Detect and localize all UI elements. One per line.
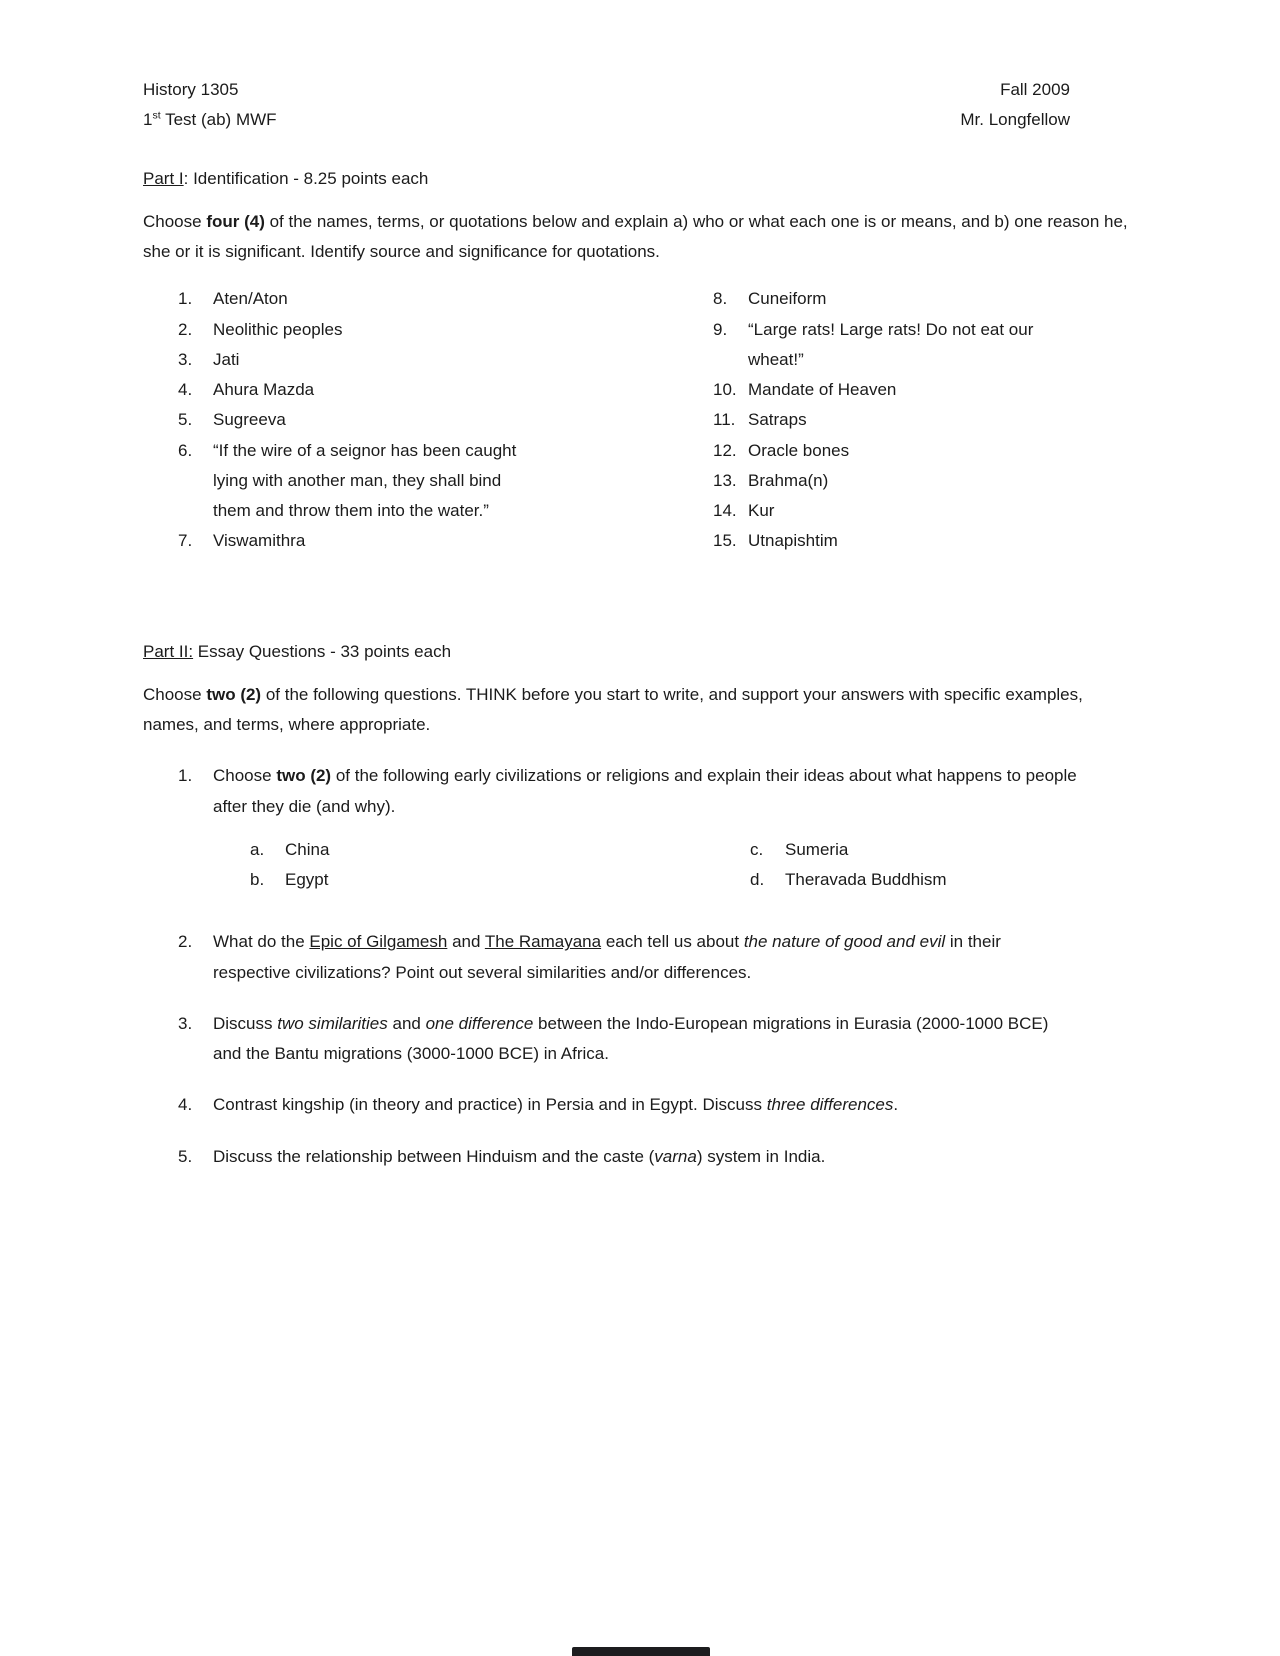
- list-item-number: 11.: [713, 410, 736, 430]
- taskbar-fragment[interactable]: [572, 1647, 710, 1656]
- list-item-number: 8.: [713, 289, 728, 309]
- option-item: [250, 865, 750, 895]
- option-text: Theravada Buddhism: [785, 870, 947, 889]
- question-number: 5.: [178, 1146, 193, 1166]
- list-item: [143, 436, 678, 527]
- question-text: [213, 761, 1078, 906]
- list-item: [678, 466, 1135, 496]
- list-item-text: Sugreeva: [213, 410, 286, 430]
- question-text: [213, 927, 1078, 988]
- list-item-text: “Large rats! Large rats! Do not eat our wheat!”: [748, 319, 1034, 369]
- q2-underline-1: Epic of Gilgamesh: [309, 932, 448, 952]
- q1-text-1: Choose: [213, 766, 277, 786]
- list-item: [678, 436, 1135, 466]
- course-title: History 1305: [143, 80, 239, 99]
- option-text: Egypt: [285, 870, 329, 889]
- header-right: [960, 75, 1135, 136]
- list-item: [143, 315, 678, 345]
- list-item-number: 9.: [713, 319, 728, 339]
- list-item-text: Neolithic peoples: [213, 319, 343, 339]
- term-label: Fall 2009: [1000, 80, 1070, 99]
- test-title-rest: Test (ab) MWF: [160, 110, 277, 130]
- option-letter: c.: [750, 839, 764, 859]
- list-item-number: 15.: [713, 531, 737, 551]
- list-item-number: 5.: [178, 410, 193, 430]
- option-item: [750, 835, 947, 865]
- list-item: [143, 284, 678, 314]
- list-item-number: 14.: [713, 501, 737, 520]
- q1-text-2: of the following early civilizations or religions and explain their ideas about what happens to people after they die (and why).: [213, 766, 1077, 816]
- identification-list-left: [143, 284, 678, 556]
- list-item-text: Mandate of Heaven: [748, 380, 897, 399]
- part2-intro-text-2: of the following questions. THINK before you start to write, and support your answers with specific examples, names, and terms, where appropriate.: [143, 684, 1083, 734]
- essay-question-3: [143, 1009, 1135, 1070]
- list-item-text: Kur: [748, 501, 775, 520]
- list-item-text: Oracle bones: [748, 440, 850, 460]
- list-item: [678, 315, 1135, 376]
- part1-heading-rest: : Identification - 8.25 points each: [183, 168, 429, 188]
- list-item-text: Utnapishtim: [748, 531, 838, 551]
- question-text: [213, 1142, 825, 1172]
- page-header: [143, 75, 1135, 136]
- q3-text-3: between the Indo-European migrations in Eurasia (2000-1000 BCE) and the Bantu migrations (3000-1000 BCE) in Africa.: [213, 1013, 1049, 1063]
- list-item-number: 1.: [178, 289, 193, 309]
- question-text: [213, 1009, 1078, 1070]
- part1-intro-text-2: of the names, terms, or quotations below and explain a) who or what each one is or means, and b) one reason he, she or it is significant. Identify source and significance for quotations.: [143, 211, 1128, 261]
- q5-text-1: Discuss the relationship between Hinduism and the caste (: [213, 1146, 655, 1166]
- list-item: [678, 405, 1135, 435]
- list-item-number: 13.: [713, 470, 737, 490]
- list-item-number: 10.: [713, 380, 737, 399]
- question-number: 1.: [178, 766, 193, 786]
- part2-intro-bold: two (2): [206, 684, 262, 704]
- list-item-number: 12.: [713, 440, 737, 460]
- q1-options-left: [250, 835, 750, 896]
- essay-question-4: [143, 1090, 1135, 1120]
- q2-underline-2: The Ramayana: [484, 932, 602, 952]
- list-item-text: Aten/Aton: [213, 289, 288, 309]
- part2-heading-rest: Essay Questions - 33 points each: [193, 641, 452, 661]
- part2-heading-label: Part II:: [143, 641, 194, 661]
- list-item-text: Cuneiform: [748, 289, 827, 309]
- q1-bold: two (2): [276, 766, 332, 786]
- question-text: [213, 1090, 898, 1120]
- part2-section: [143, 637, 1135, 1172]
- option-text: Sumeria: [785, 839, 849, 859]
- question-number: 3.: [178, 1013, 193, 1033]
- test-title: [143, 105, 277, 135]
- list-item-number: 2.: [178, 319, 193, 339]
- list-item-number: 6.: [178, 440, 193, 460]
- identification-list: [143, 284, 1135, 556]
- list-item: [678, 496, 1135, 526]
- part1-intro-text-1: Choose: [143, 211, 207, 231]
- q2-italic: the nature of good and evil: [743, 932, 946, 952]
- list-item-number: 3.: [178, 349, 193, 369]
- q2-text-4: in their respective civilizations? Point out several similarities and/or differences.: [213, 932, 1001, 982]
- option-item: [250, 835, 750, 865]
- option-letter: b.: [250, 870, 265, 889]
- test-title-ordinal: st: [152, 109, 161, 122]
- list-item-text: Jati: [213, 349, 240, 369]
- list-item: [143, 405, 678, 435]
- list-item: [678, 284, 1135, 314]
- option-text: China: [285, 839, 330, 859]
- q5-text-2: ) system in India.: [696, 1146, 826, 1166]
- part1-heading: [143, 164, 1135, 194]
- q5-italic: varna: [654, 1146, 697, 1166]
- question-number: 2.: [178, 932, 193, 952]
- q4-text-2: .: [893, 1095, 899, 1115]
- q1-options-right: [750, 835, 947, 896]
- q1-options: [213, 835, 1078, 896]
- list-item-number: 4.: [178, 380, 193, 399]
- option-letter: d.: [750, 870, 765, 889]
- list-item-number: 7.: [178, 531, 193, 551]
- part2-heading: [143, 637, 1135, 667]
- part1-intro: [143, 207, 1135, 268]
- list-item-text: Brahma(n): [748, 470, 829, 490]
- q3-text-2: and: [387, 1013, 426, 1033]
- part1-intro-bold: four (4): [206, 211, 265, 231]
- list-item: [143, 375, 678, 405]
- q2-text-3: each tell us about: [601, 932, 744, 952]
- test-title-prefix: 1: [143, 110, 153, 130]
- option-item: [750, 865, 947, 895]
- q2-text-1: What do the: [213, 932, 310, 952]
- part2-intro-text-1: Choose: [143, 684, 207, 704]
- list-item-text: Viswamithra: [213, 531, 306, 551]
- q2-text-2: and: [447, 932, 485, 952]
- instructor-name: Mr. Longfellow: [960, 110, 1070, 130]
- essay-question-1: [143, 761, 1135, 906]
- list-item: [678, 526, 1135, 556]
- question-number: 4.: [178, 1095, 193, 1115]
- essay-question-2: [143, 927, 1135, 988]
- list-item-text: “If the wire of a seignor has been caught lying with another man, they shall bind them and throw them into the water.”: [213, 440, 517, 520]
- list-item-text: Satraps: [748, 410, 807, 430]
- part2-intro: [143, 680, 1135, 741]
- q4-italic: three differences: [766, 1095, 894, 1115]
- q3-italic-1: two similarities: [277, 1013, 388, 1033]
- identification-list-right: [678, 284, 1135, 556]
- q4-text-1: Contrast kingship (in theory and practice) in Persia and in Egypt. Discuss: [213, 1095, 767, 1115]
- list-item: [143, 526, 678, 556]
- list-item-text: Ahura Mazda: [213, 380, 315, 399]
- q3-italic-2: one difference: [425, 1013, 534, 1033]
- option-letter: a.: [250, 839, 265, 859]
- header-left: [143, 75, 277, 136]
- list-item: [678, 375, 1135, 405]
- list-item: [143, 345, 678, 375]
- q3-text-1: Discuss: [213, 1013, 278, 1033]
- part1-heading-label: Part I: [143, 168, 184, 188]
- essay-question-5: [143, 1142, 1135, 1172]
